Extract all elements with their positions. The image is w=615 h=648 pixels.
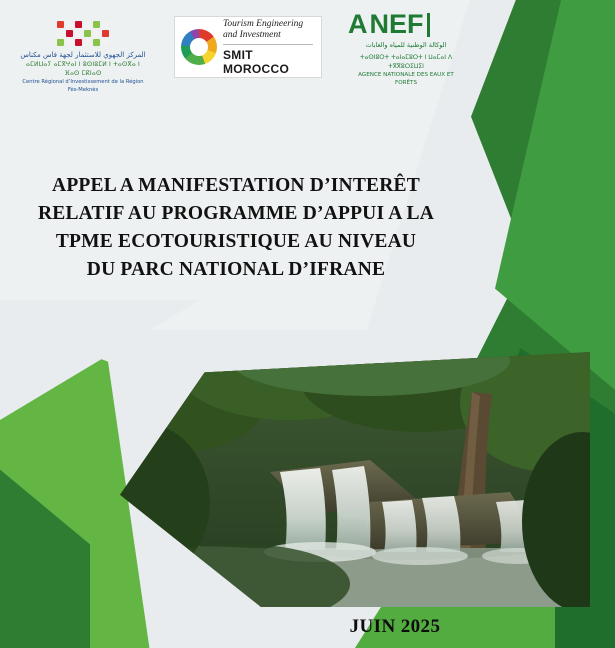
smit-divider xyxy=(223,44,313,45)
title-line-1: APPEL A MANIFESTATION D’INTERÊT xyxy=(52,175,420,196)
smit-line2: and Investment xyxy=(223,29,281,40)
anef-logo-tifinagh: ⵜⴰⵙⵏⵓⵔⵜ ⵜⴰⵏⴰⵎⵓⵔⵜ ⵏ ⵡⴰⵎⴰⵏ ⴷ ⵜⴳⴳⵓⵔⵉⵡⵉⵏ xyxy=(359,54,453,70)
anef-logo-french: AGENCE NATIONALE DES EAUX ET FORÊTS xyxy=(358,72,454,86)
logo-cri-fes-meknes xyxy=(18,16,148,94)
anef-bar-icon xyxy=(427,13,430,37)
cri-mark-icon xyxy=(57,21,109,46)
anef-letters-nef: NEF xyxy=(370,11,424,38)
smit-line1: Tourism Engineering xyxy=(223,18,304,29)
title-line-3: TPME ECOTOURISTIQUE AU NIVEAU xyxy=(55,231,417,252)
anef-logo-arabic: الوكالة الوطنية للمياه والغابات xyxy=(365,41,447,49)
smit-line3: SMIT MOROCCO xyxy=(223,47,290,76)
smit-globe-icon xyxy=(181,29,217,65)
title-line-2: RELATIF AU PROGRAMME D’APPUI A LA xyxy=(37,203,435,224)
anef-wordmark xyxy=(348,11,424,38)
cri-logo-french: Centre Régional d’Investissement de la Région Fès-Meknès xyxy=(22,78,144,93)
title-line-4: DU PARC NATIONAL D’IFRANE xyxy=(86,259,386,280)
logo-anef xyxy=(348,9,468,86)
page-title xyxy=(0,172,472,284)
logo-row xyxy=(18,9,488,96)
logo-smit-morocco xyxy=(174,16,322,78)
smit-text-block xyxy=(223,19,315,76)
cri-logo-tifinagh: ⴰⵎⵍⵡⴰⵢ ⴰⵎⴳⵖⴰⵏ ⵏ ⵓⵙⵏⵓⵎⵍ ⵏ ⵜⴰⵙⴳⴰ ⵏ ⴼⴰⵙ ⵎⴽⵏⴰⵙ xyxy=(26,60,140,77)
anef-letter-a: A xyxy=(348,9,368,39)
cri-logo-arabic: المركز الجهوي للاستثمار لجهة فاس مكناس xyxy=(20,50,146,59)
publication-date: JUIN 2025 xyxy=(349,616,441,637)
